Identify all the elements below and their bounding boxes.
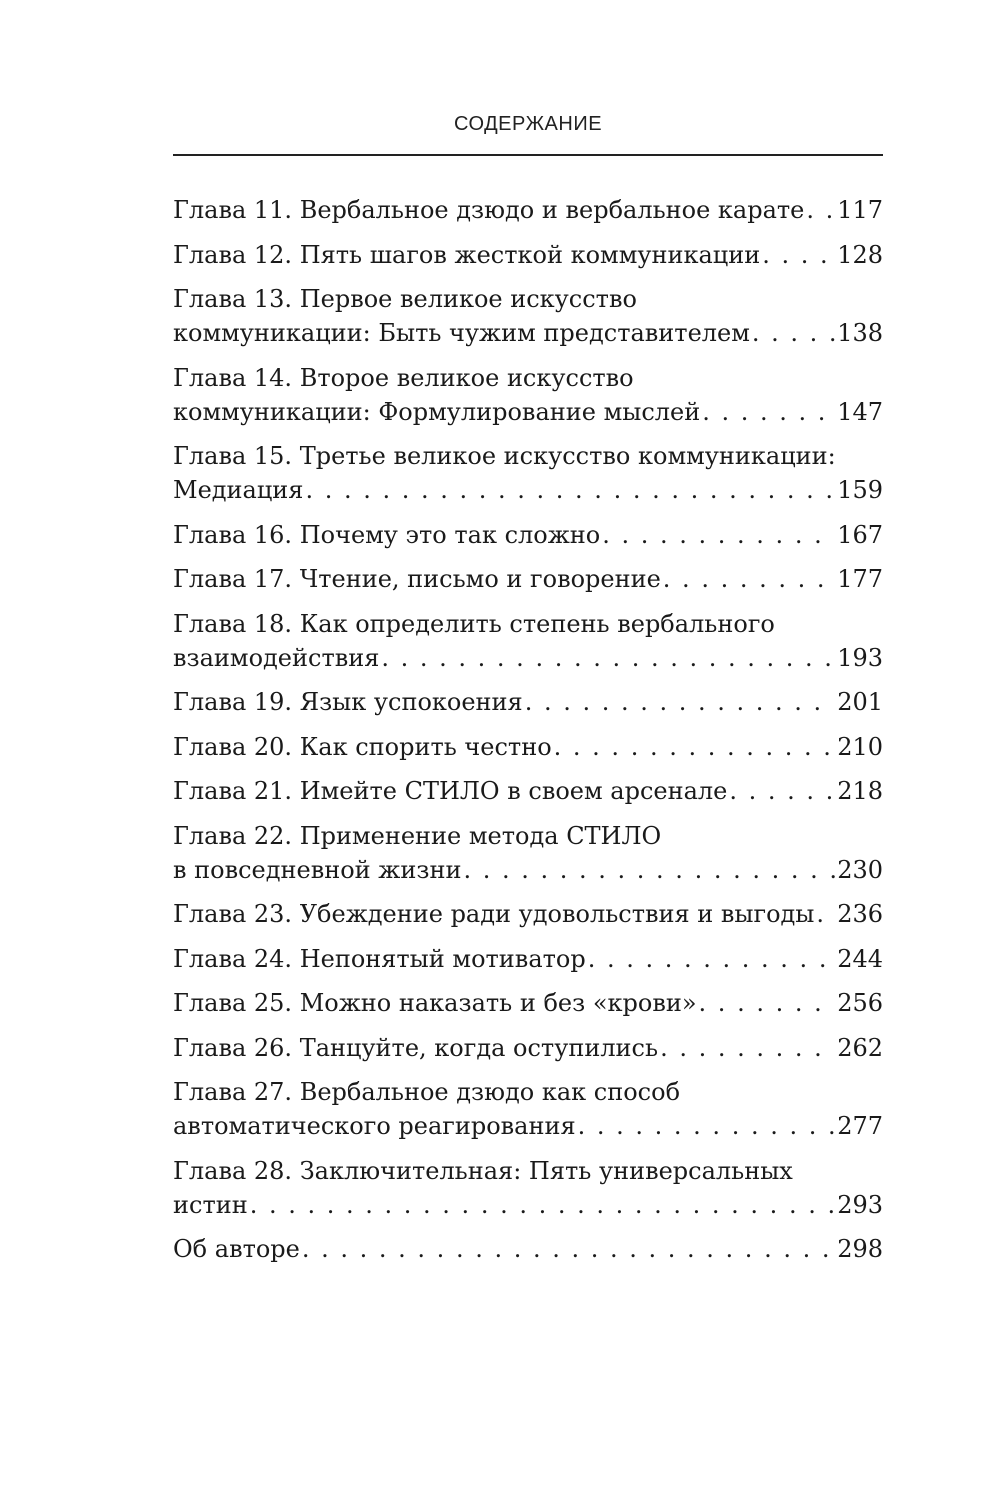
toc-page-number: 277 — [837, 1112, 883, 1140]
toc-entry-line — [173, 361, 883, 395]
toc-entry-line — [173, 395, 883, 429]
toc-entry-title: коммуникации: Быть чужим представителем — [173, 319, 750, 347]
toc-entry-line — [173, 1109, 883, 1143]
toc-entry-title: истин — [173, 1190, 248, 1219]
toc-entry-line — [173, 897, 883, 931]
toc-entry-line — [173, 685, 883, 719]
toc-entry-line — [173, 1232, 883, 1266]
toc-entry-line — [173, 473, 883, 507]
dot-leader — [302, 1232, 835, 1266]
toc-entry-title: Глава 26. Танцуйте, когда оступились — [173, 1033, 659, 1062]
toc-entry-title: Глава 13. Первое великое искусство — [173, 285, 637, 313]
dot-leader — [762, 238, 835, 272]
toc-entry-title: Глава 14. Второе великое искусство — [173, 363, 634, 392]
toc-entry[interactable] — [173, 774, 883, 808]
toc-entry-line — [173, 282, 883, 316]
toc-entry[interactable] — [173, 1031, 883, 1065]
dot-leader — [816, 897, 835, 931]
toc-entry[interactable] — [173, 1075, 883, 1143]
toc-entry-line — [173, 986, 883, 1020]
toc-entry-title: Глава 25. Можно наказать и без «крови» — [173, 989, 697, 1017]
dot-leader — [602, 518, 835, 552]
toc-entry-title: Глава 11. Вербальное дзюдо и вербальное карате — [173, 196, 805, 224]
dot-leader — [663, 562, 835, 596]
toc-entry[interactable] — [173, 897, 883, 931]
toc-entry-title: Глава 22. Применение метода СТИЛО — [173, 821, 662, 850]
toc-entry[interactable] — [173, 1154, 883, 1222]
dot-leader — [381, 641, 835, 675]
toc-page-number: 236 — [837, 900, 883, 928]
toc-page-number: 201 — [837, 688, 883, 716]
running-head: СОДЕРЖАНИЕ — [453, 113, 603, 135]
toc-entry-line — [173, 730, 883, 764]
toc-entry[interactable] — [173, 819, 883, 887]
toc-entry-title: Глава 27. Вербальное дзюдо как способ — [173, 1078, 681, 1106]
toc-entry[interactable] — [173, 685, 883, 719]
table-of-contents — [173, 193, 883, 1277]
toc-entry-line — [173, 853, 883, 887]
toc-page-number: 218 — [837, 777, 883, 805]
toc-entry[interactable] — [173, 361, 883, 429]
toc-entry[interactable] — [173, 942, 883, 976]
dot-leader — [250, 1188, 835, 1222]
toc-entry-title: коммуникации: Формулирование мыслей — [173, 397, 701, 426]
dot-leader — [578, 1109, 836, 1143]
toc-entry[interactable] — [173, 282, 883, 350]
toc-entry[interactable] — [173, 518, 883, 552]
toc-entry[interactable] — [173, 607, 883, 675]
toc-page-number: 193 — [837, 643, 883, 672]
dot-leader — [729, 774, 835, 808]
toc-page-number: 167 — [837, 520, 883, 549]
dot-leader — [588, 942, 835, 976]
dot-leader — [752, 316, 835, 350]
dot-leader — [463, 853, 835, 887]
toc-entry-title: Глава 16. Почему это так сложно — [173, 520, 601, 549]
toc-entry-title: Глава 23. Убеждение ради удовольствия и выгоды — [173, 900, 815, 928]
toc-page-number: 177 — [837, 565, 883, 593]
toc-entry-line — [173, 238, 883, 272]
toc-entry[interactable] — [173, 730, 883, 764]
toc-entry-title: Глава 15. Третье великое искусство коммуникации: — [173, 442, 836, 470]
toc-page-number: 210 — [837, 732, 883, 761]
toc-entry-title: Глава 21. Имейте СТИЛО в своем арсенале — [173, 777, 728, 805]
toc-page-number: 293 — [837, 1190, 883, 1219]
toc-entry-title: Глава 18. Как определить степень вербального — [173, 609, 775, 638]
toc-page-number: 230 — [837, 855, 883, 884]
toc-entry-title: Глава 17. Чтение, письмо и говорение — [173, 565, 661, 593]
toc-entry-line — [173, 1075, 883, 1109]
toc-page-number: 298 — [837, 1235, 883, 1263]
toc-entry-line — [173, 1031, 883, 1065]
dot-leader — [554, 730, 836, 764]
toc-entry-line — [173, 518, 883, 552]
toc-entry[interactable] — [173, 1232, 883, 1266]
toc-entry-line — [173, 1154, 883, 1188]
toc-entry[interactable] — [173, 986, 883, 1020]
toc-entry-line — [173, 439, 883, 473]
toc-entry[interactable] — [173, 238, 883, 272]
toc-entry-title: Глава 20. Как спорить честно — [173, 732, 552, 761]
toc-entry-line — [173, 641, 883, 675]
toc-entry[interactable] — [173, 193, 883, 227]
toc-page-number: 262 — [837, 1033, 883, 1062]
dot-leader — [525, 685, 836, 719]
toc-entry-line — [173, 819, 883, 853]
toc-page-number: 117 — [837, 196, 883, 224]
toc-entry-line — [173, 607, 883, 641]
toc-entry[interactable] — [173, 562, 883, 596]
toc-entry-line — [173, 774, 883, 808]
toc-entry-title: в повседневной жизни — [173, 855, 462, 884]
dot-leader — [305, 473, 835, 507]
dot-leader — [806, 193, 835, 227]
toc-page-number: 128 — [837, 240, 883, 269]
toc-page-number: 244 — [837, 944, 883, 973]
toc-entry-line — [173, 562, 883, 596]
toc-entry-line — [173, 193, 883, 227]
toc-entry-line — [173, 1188, 883, 1222]
toc-entry[interactable] — [173, 439, 883, 507]
dot-leader — [702, 395, 835, 429]
toc-page-number: 159 — [837, 476, 883, 504]
toc-page-number: 138 — [837, 319, 883, 347]
toc-page-number: 147 — [837, 397, 883, 426]
toc-entry-title: Глава 28. Заключительная: Пять универсальных — [173, 1156, 793, 1185]
dot-leader — [699, 986, 836, 1020]
dot-leader — [660, 1031, 835, 1065]
toc-entry-title: Медиация — [173, 476, 304, 504]
toc-entry-title: Глава 19. Язык успокоения — [173, 688, 523, 716]
toc-entry-title: взаимодействия — [173, 643, 380, 672]
toc-entry-title: Об авторе — [173, 1235, 300, 1263]
toc-entry-line — [173, 316, 883, 350]
header-rule — [173, 154, 883, 156]
toc-entry-title: Глава 24. Непонятый мотиватор — [173, 944, 586, 973]
toc-entry-line — [173, 942, 883, 976]
toc-entry-title: Глава 12. Пять шагов жесткой коммуникации — [173, 240, 761, 269]
toc-page-number: 256 — [837, 989, 883, 1017]
toc-entry-title: автоматического реагирования — [173, 1112, 576, 1140]
